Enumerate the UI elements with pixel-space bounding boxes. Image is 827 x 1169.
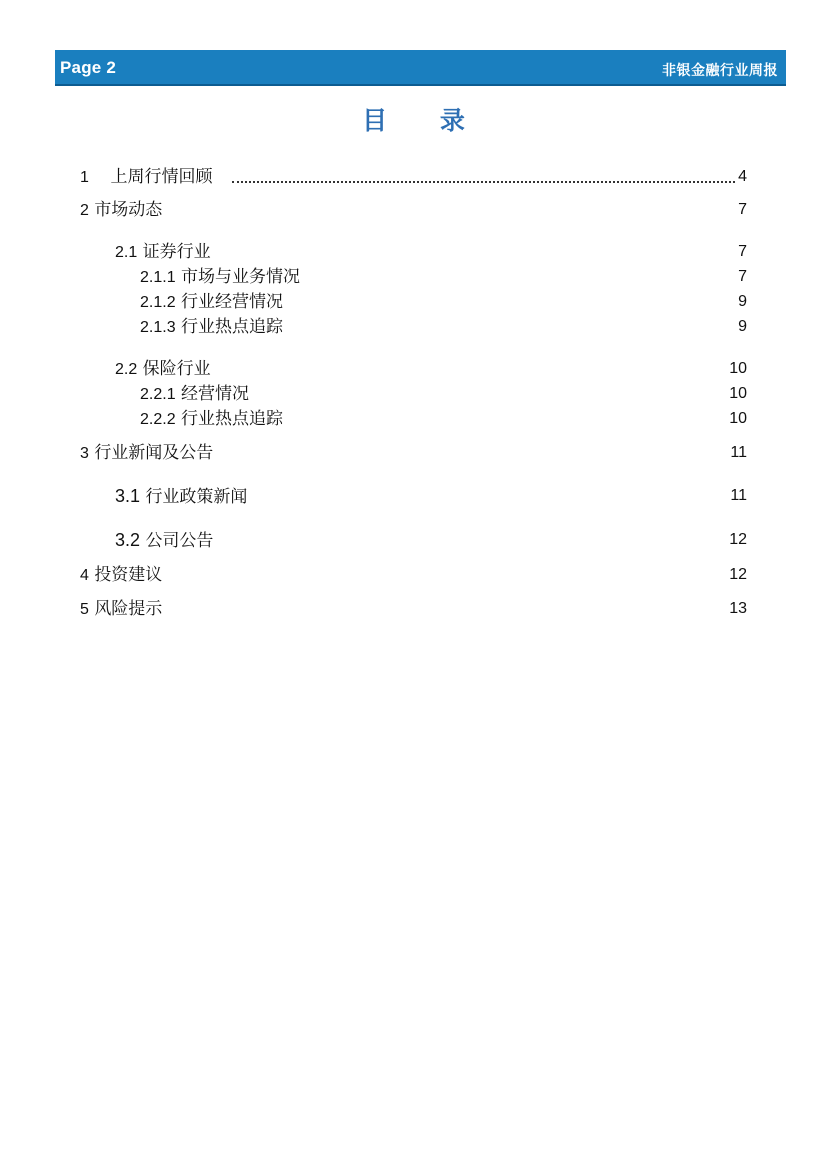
toc-entry-label <box>80 564 162 587</box>
toc-entry-label <box>80 199 162 222</box>
toc-entry-text: 市场动态 <box>94 200 163 220</box>
toc-entry-text: 公司公告 <box>145 531 214 551</box>
toc-entry-2-1-1[interactable] <box>0 266 827 288</box>
toc-entry-number: 3.1 <box>115 486 141 506</box>
dot-leader <box>232 181 735 183</box>
page-number-label: Page 2 <box>60 58 117 77</box>
toc-entry-label <box>140 291 283 314</box>
toc-entry-page: 10 <box>729 385 747 402</box>
toc-entry-label <box>115 485 247 508</box>
toc-entry-number: 4 <box>80 567 89 584</box>
toc-entry-label <box>115 529 213 552</box>
toc-entry-text: 行业热点追踪 <box>181 409 283 429</box>
toc-entry-number: 3 <box>80 445 89 462</box>
page-header <box>55 50 786 86</box>
toc-entry-label <box>140 316 283 339</box>
toc-entry-text: 风险提示 <box>94 599 163 619</box>
toc-entry-gap <box>89 167 111 187</box>
toc-entry-3-2[interactable] <box>0 529 827 551</box>
toc-entry-page: 12 <box>729 531 747 548</box>
toc-entry-text: 经营情况 <box>181 384 249 404</box>
toc-entry-number: 2 <box>80 202 89 219</box>
toc-entry-number: 2.2 <box>115 361 138 378</box>
toc-entry-page: 13 <box>729 600 747 617</box>
toc-entry-number: 2.1.3 <box>140 319 176 336</box>
toc-entry-page: 7 <box>738 243 747 260</box>
toc-entry-text: 投资建议 <box>94 565 163 585</box>
toc-entry-page: 9 <box>738 293 747 310</box>
toc-entry-page: 11 <box>730 487 747 504</box>
toc-entry-page: 9 <box>738 318 747 335</box>
toc-entry-page: 12 <box>729 566 747 583</box>
toc-entry-number: 2.2.2 <box>140 411 176 428</box>
toc-entry-number: 3.2 <box>115 530 141 550</box>
toc-entry-number: 5 <box>80 601 89 618</box>
toc-entry-label <box>115 241 211 264</box>
toc-entry-number: 1 <box>80 169 89 186</box>
toc-entry-2-1-2[interactable] <box>0 291 827 313</box>
toc-entry-text: 证券行业 <box>142 242 211 262</box>
toc-entry-page: 4 <box>738 168 747 185</box>
toc-entry-label <box>80 442 213 465</box>
toc-entry-number: 2.2.1 <box>140 386 176 403</box>
toc-entry-1[interactable] <box>0 166 827 188</box>
toc-entry-text: 市场与业务情况 <box>181 267 300 287</box>
toc-entry-text: 行业新闻及公告 <box>94 443 214 463</box>
toc-entry-text: 上周行情回顾 <box>110 167 213 187</box>
toc-entry-text: 行业热点追踪 <box>181 317 283 337</box>
toc-entry-label <box>80 166 213 189</box>
toc-heading: 目 录 <box>362 106 487 135</box>
toc-entry-3-1[interactable] <box>0 485 827 507</box>
toc-entry-label <box>115 358 211 381</box>
toc-entry-3[interactable] <box>0 442 827 464</box>
toc-entry-number: 2.1.1 <box>140 269 176 286</box>
toc-entry-label <box>80 598 162 621</box>
toc-entry-page: 7 <box>738 268 747 285</box>
toc-entry-text: 行业政策新闻 <box>145 487 248 507</box>
toc-entry-text: 保险行业 <box>142 359 211 379</box>
toc-entry-label <box>140 266 300 289</box>
toc-entry-4[interactable] <box>0 564 827 586</box>
toc-entry-2-2-1[interactable] <box>0 383 827 405</box>
toc-entry-2-1-3[interactable] <box>0 316 827 338</box>
toc-entry-2-1[interactable] <box>0 241 827 263</box>
toc-entry-2-2[interactable] <box>0 358 827 380</box>
toc-entry-2[interactable] <box>0 199 827 221</box>
toc-entry-text: 行业经营情况 <box>181 292 283 312</box>
toc-entry-number: 2.1.2 <box>140 294 176 311</box>
toc-entry-label <box>140 408 283 431</box>
toc-entry-page: 10 <box>729 410 747 427</box>
toc-entry-2-2-2[interactable] <box>0 408 827 430</box>
toc-entry-5[interactable] <box>0 598 827 620</box>
report-title: 非银金融行业周报 <box>662 63 778 79</box>
toc-entry-page: 7 <box>738 201 747 218</box>
toc-entry-page: 10 <box>729 360 747 377</box>
toc-entry-page: 11 <box>730 444 747 461</box>
toc-entry-label <box>140 383 249 406</box>
toc-entry-number: 2.1 <box>115 244 138 261</box>
